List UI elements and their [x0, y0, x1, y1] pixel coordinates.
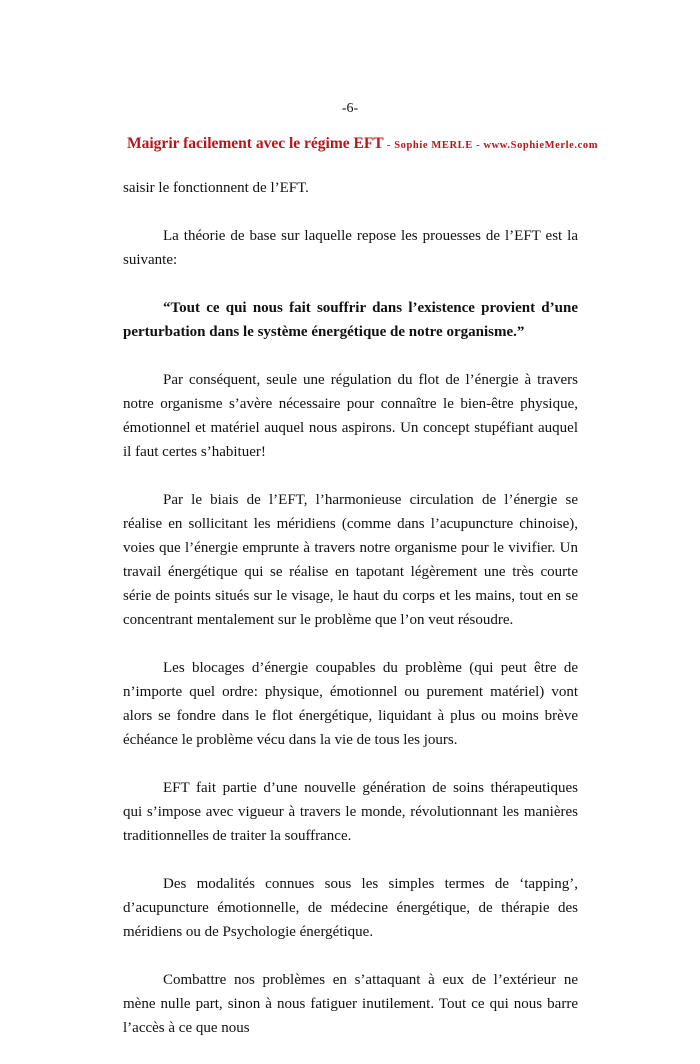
- paragraph: Par le biais de l’EFT, l’harmonieuse circulation de l’énergie se réalise en sollicitant les méridiens (comme dans l’acupuncture chinoise), voies que l’énergie emprunte à travers notre organisme pour le vivifier. Un travail énergétique qui se réalise en tapotant légèrement une très courte série de points situés sur le visage, le haut du corps et les mains, tout en se concentrant mentalement sur le problème que l’on veut résoudre.: [123, 492, 578, 628]
- book-title: Maigrir facilement avec le régime EFT: [127, 135, 384, 152]
- paragraph: Des modalités connues sous les simples termes de ‘tapping’, d’acupuncture émotionnelle, de médecine énergétique, de thérapie des méridiens ou de Psychologie énergétique.: [123, 876, 578, 940]
- running-header: [127, 134, 599, 156]
- page-body: [123, 176, 578, 1064]
- author-name: Sophie MERLE: [394, 140, 473, 151]
- paragraph-continuation: saisir le fonctionnent de l’EFT.: [123, 180, 309, 196]
- quote-paragraph: “Tout ce qui nous fait souffrir dans l’existence provient d’une perturbation dans le système énergétique de notre organisme.”: [123, 300, 578, 340]
- paragraph: Combattre nos problèmes en s’attaquant à eux de l’extérieur ne mène nulle part, sinon à nous fatiguer inutilement. Tout ce qui nous barre l’accès à ce que nous: [123, 972, 578, 1036]
- header-separator: -: [383, 140, 395, 151]
- paragraph: La théorie de base sur laquelle repose les prouesses de l’EFT est la suivante:: [123, 228, 578, 268]
- paragraph: EFT fait partie d’une nouvelle génération de soins thérapeutiques qui s’impose avec vigueur à travers le monde, révolutionnant les manières traditionnelles de traiter la souffrance.: [123, 780, 578, 844]
- page-number: -6-: [341, 101, 359, 116]
- paragraph: Les blocages d’énergie coupables du problème (qui peut être de n’importe quel ordre: physique, émotionnel ou purement matériel) vont alors se fondre dans le flot énergétique, liquidant à plus ou moins brève échéance le problème vécu dans la vie de tous les jours.: [123, 660, 578, 748]
- website-link[interactable]: www.SophieMerle.com: [483, 140, 599, 151]
- paragraph: Par conséquent, seule une régulation du flot de l’énergie à travers notre organisme s’avère nécessaire pour connaître le bien-être physique, émotionnel et matériel auquel nous aspirons. Un concept stupéfiant auquel il faut certes s’habituer!: [123, 372, 578, 460]
- header-separator: -: [472, 140, 484, 151]
